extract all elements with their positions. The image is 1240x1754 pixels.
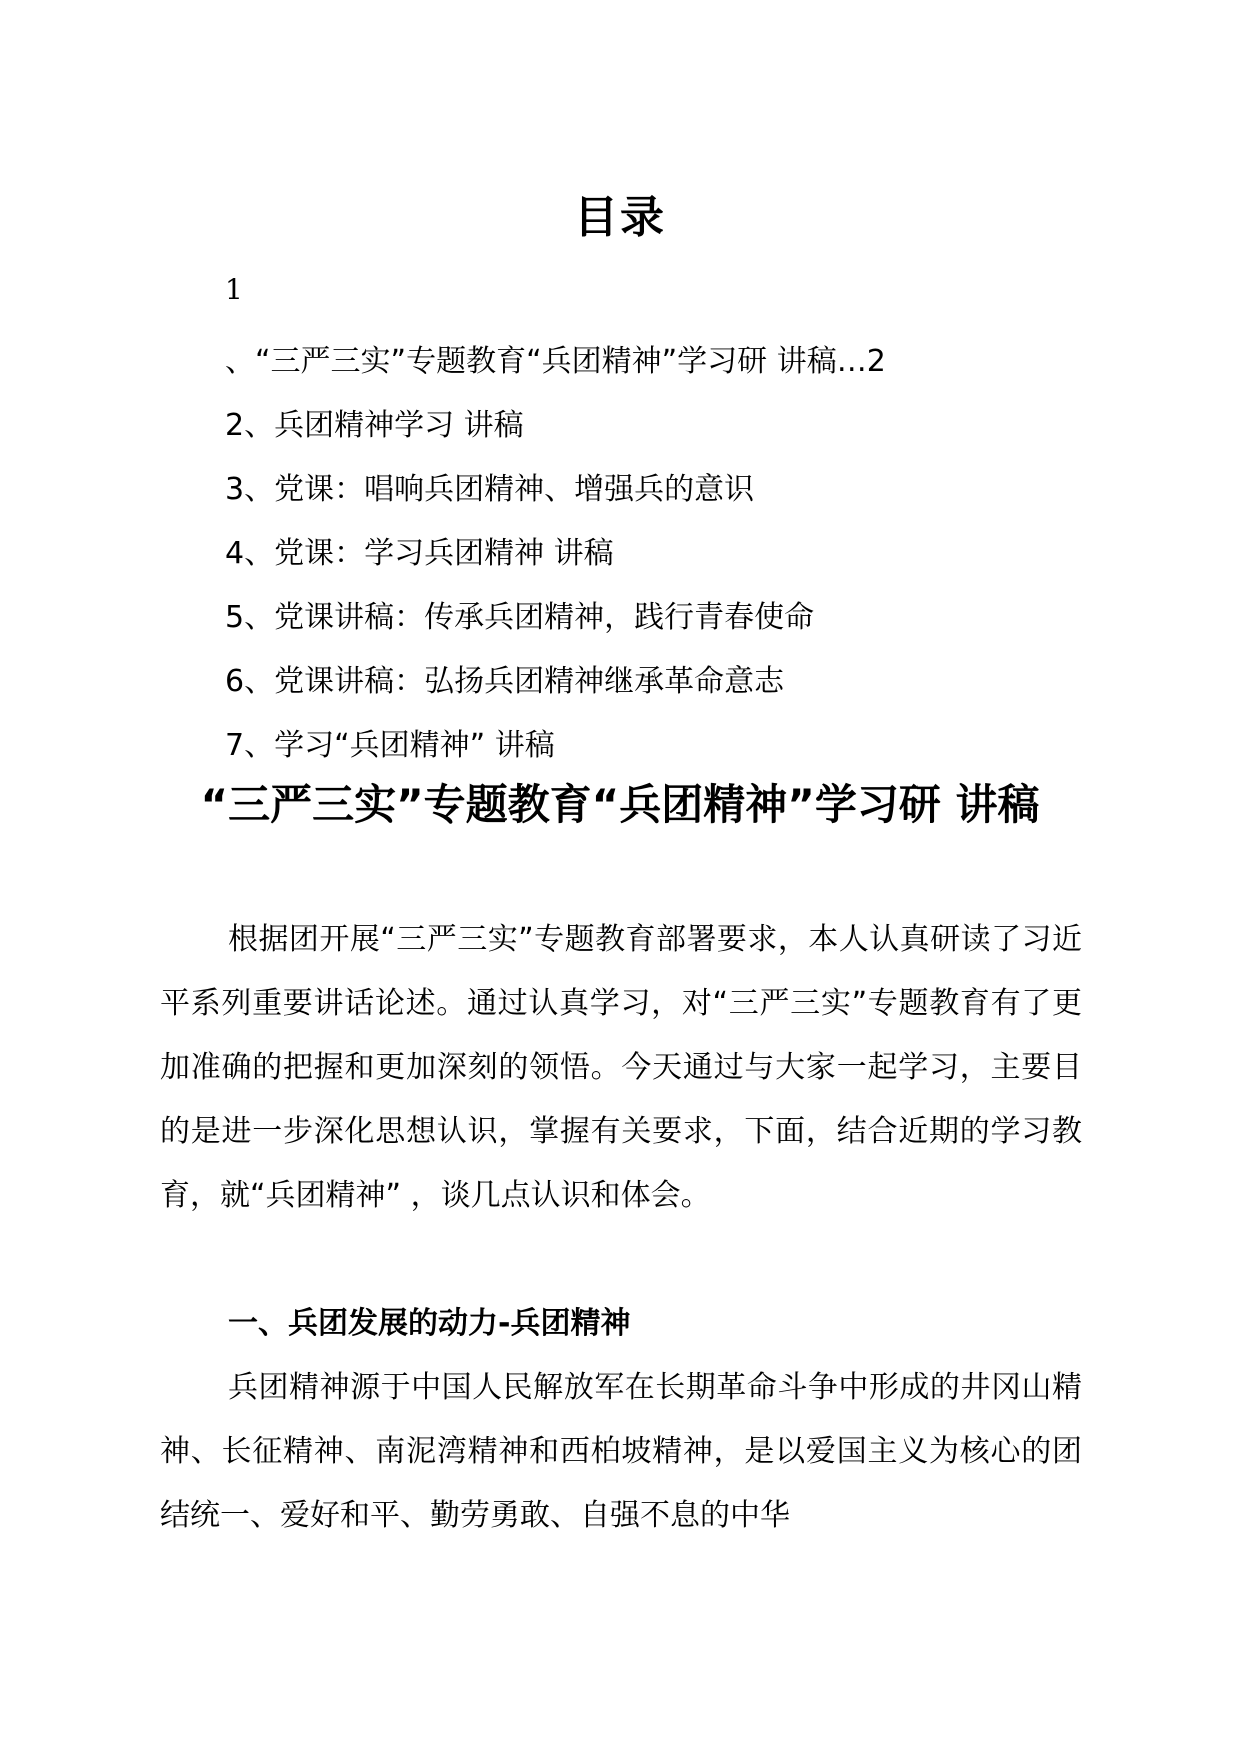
body-paragraph-2: 兵团精神源于中国人民解放军在长期革命斗争中形成的井冈山精神、长征精神、南泥湾精神和西柏坡精神，是以爱国主义为核心的团结统一、爱好和平、勤劳勇敢、自强不息的中华	[160, 1370, 1082, 1533]
toc-item-3: 3、党课：唱响兵团精神、增强兵的意识	[225, 472, 755, 507]
toc-item-number: 1	[225, 273, 243, 306]
toc-list	[225, 330, 1125, 778]
toc-item-6: 6、党课讲稿：弘扬兵团精神继承革命意志	[225, 664, 785, 699]
toc-title: 目录	[574, 192, 666, 243]
toc-item-4: 4、党课：学习兵团精神 讲稿	[225, 536, 614, 571]
article-title: “三严三实”专题教育“兵团精神”学习研 讲稿	[200, 780, 1040, 829]
toc-item-1: 、“三严三实”专题教育“兵团精神”学习研 讲稿…2	[225, 344, 886, 379]
section-heading-1: 一、兵团发展的动力-兵团精神	[228, 1306, 631, 1341]
body-paragraph-1: 根据团开展“三严三实”专题教育部署要求，本人认真研读了习近平系列重要讲话论述。通过认真学习，对“三严三实”专题教育有了更加准确的把握和更加深刻的领悟。今天通过与大家一起学习，主要目的是进一步深化思想认识，掌握有关要求，下面，结合近期的学习教育，就“兵团精神” ，谈几点认识和体会。	[160, 922, 1082, 1213]
toc-item-7: 7、学习“兵团精神” 讲稿	[225, 728, 555, 763]
toc-item-5: 5、党课讲稿：传承兵团精神，践行青春使命	[225, 600, 815, 635]
toc-item-2: 2、兵团精神学习 讲稿	[225, 408, 524, 443]
